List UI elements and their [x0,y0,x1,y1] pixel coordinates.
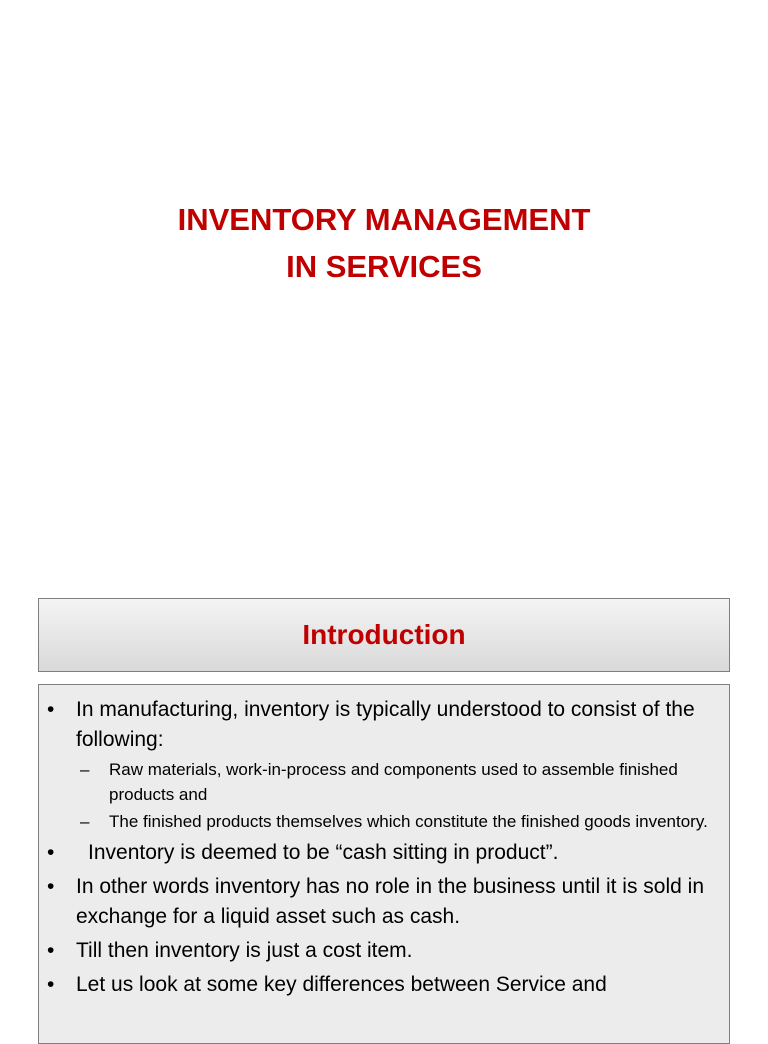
bullet-text: Till then inventory is just a cost item. [76,939,413,962]
slide-title [0,196,768,290]
bullet-item [47,838,717,868]
bullet-marker: • [47,698,55,721]
bullet-text: Let us look at some key differences between Service and [76,973,607,996]
bullet-marker: • [47,875,55,898]
bullet-item [47,970,717,1000]
bullet-marker: • [47,939,55,962]
introduction-title: Introduction [302,619,466,650]
bullet-item [47,936,717,966]
sub-bullet-item [47,809,717,834]
bullet-text: Inventory is deemed to be “cash sitting in product”. [88,841,559,864]
bullet-text: In manufacturing, inventory is typically understood to consist of the following: [76,698,695,751]
dash-marker: – [80,760,90,779]
bullet-item [47,695,717,755]
bullet-item [47,872,717,932]
sub-bullet-text: The finished products themselves which constitute the finished goods inventory. [109,812,708,831]
bullet-text: In other words inventory has no role in the business until it is sold in exchange for a liquid asset such as cash. [76,875,705,928]
introduction-slide [0,576,768,1024]
sub-bullet-text: Raw materials, work-in-process and components used to assemble finished products and [109,760,678,804]
introduction-body [38,684,730,1044]
bullet-marker: • [47,973,55,996]
bullet-marker: • [47,841,55,864]
sub-bullet-item [47,757,717,807]
slide-title-line-1: INVENTORY MANAGEMENT [177,202,591,237]
introduction-title-box [38,598,730,672]
slide-title-line-2: IN SERVICES [286,249,482,284]
dash-marker: – [80,812,90,831]
